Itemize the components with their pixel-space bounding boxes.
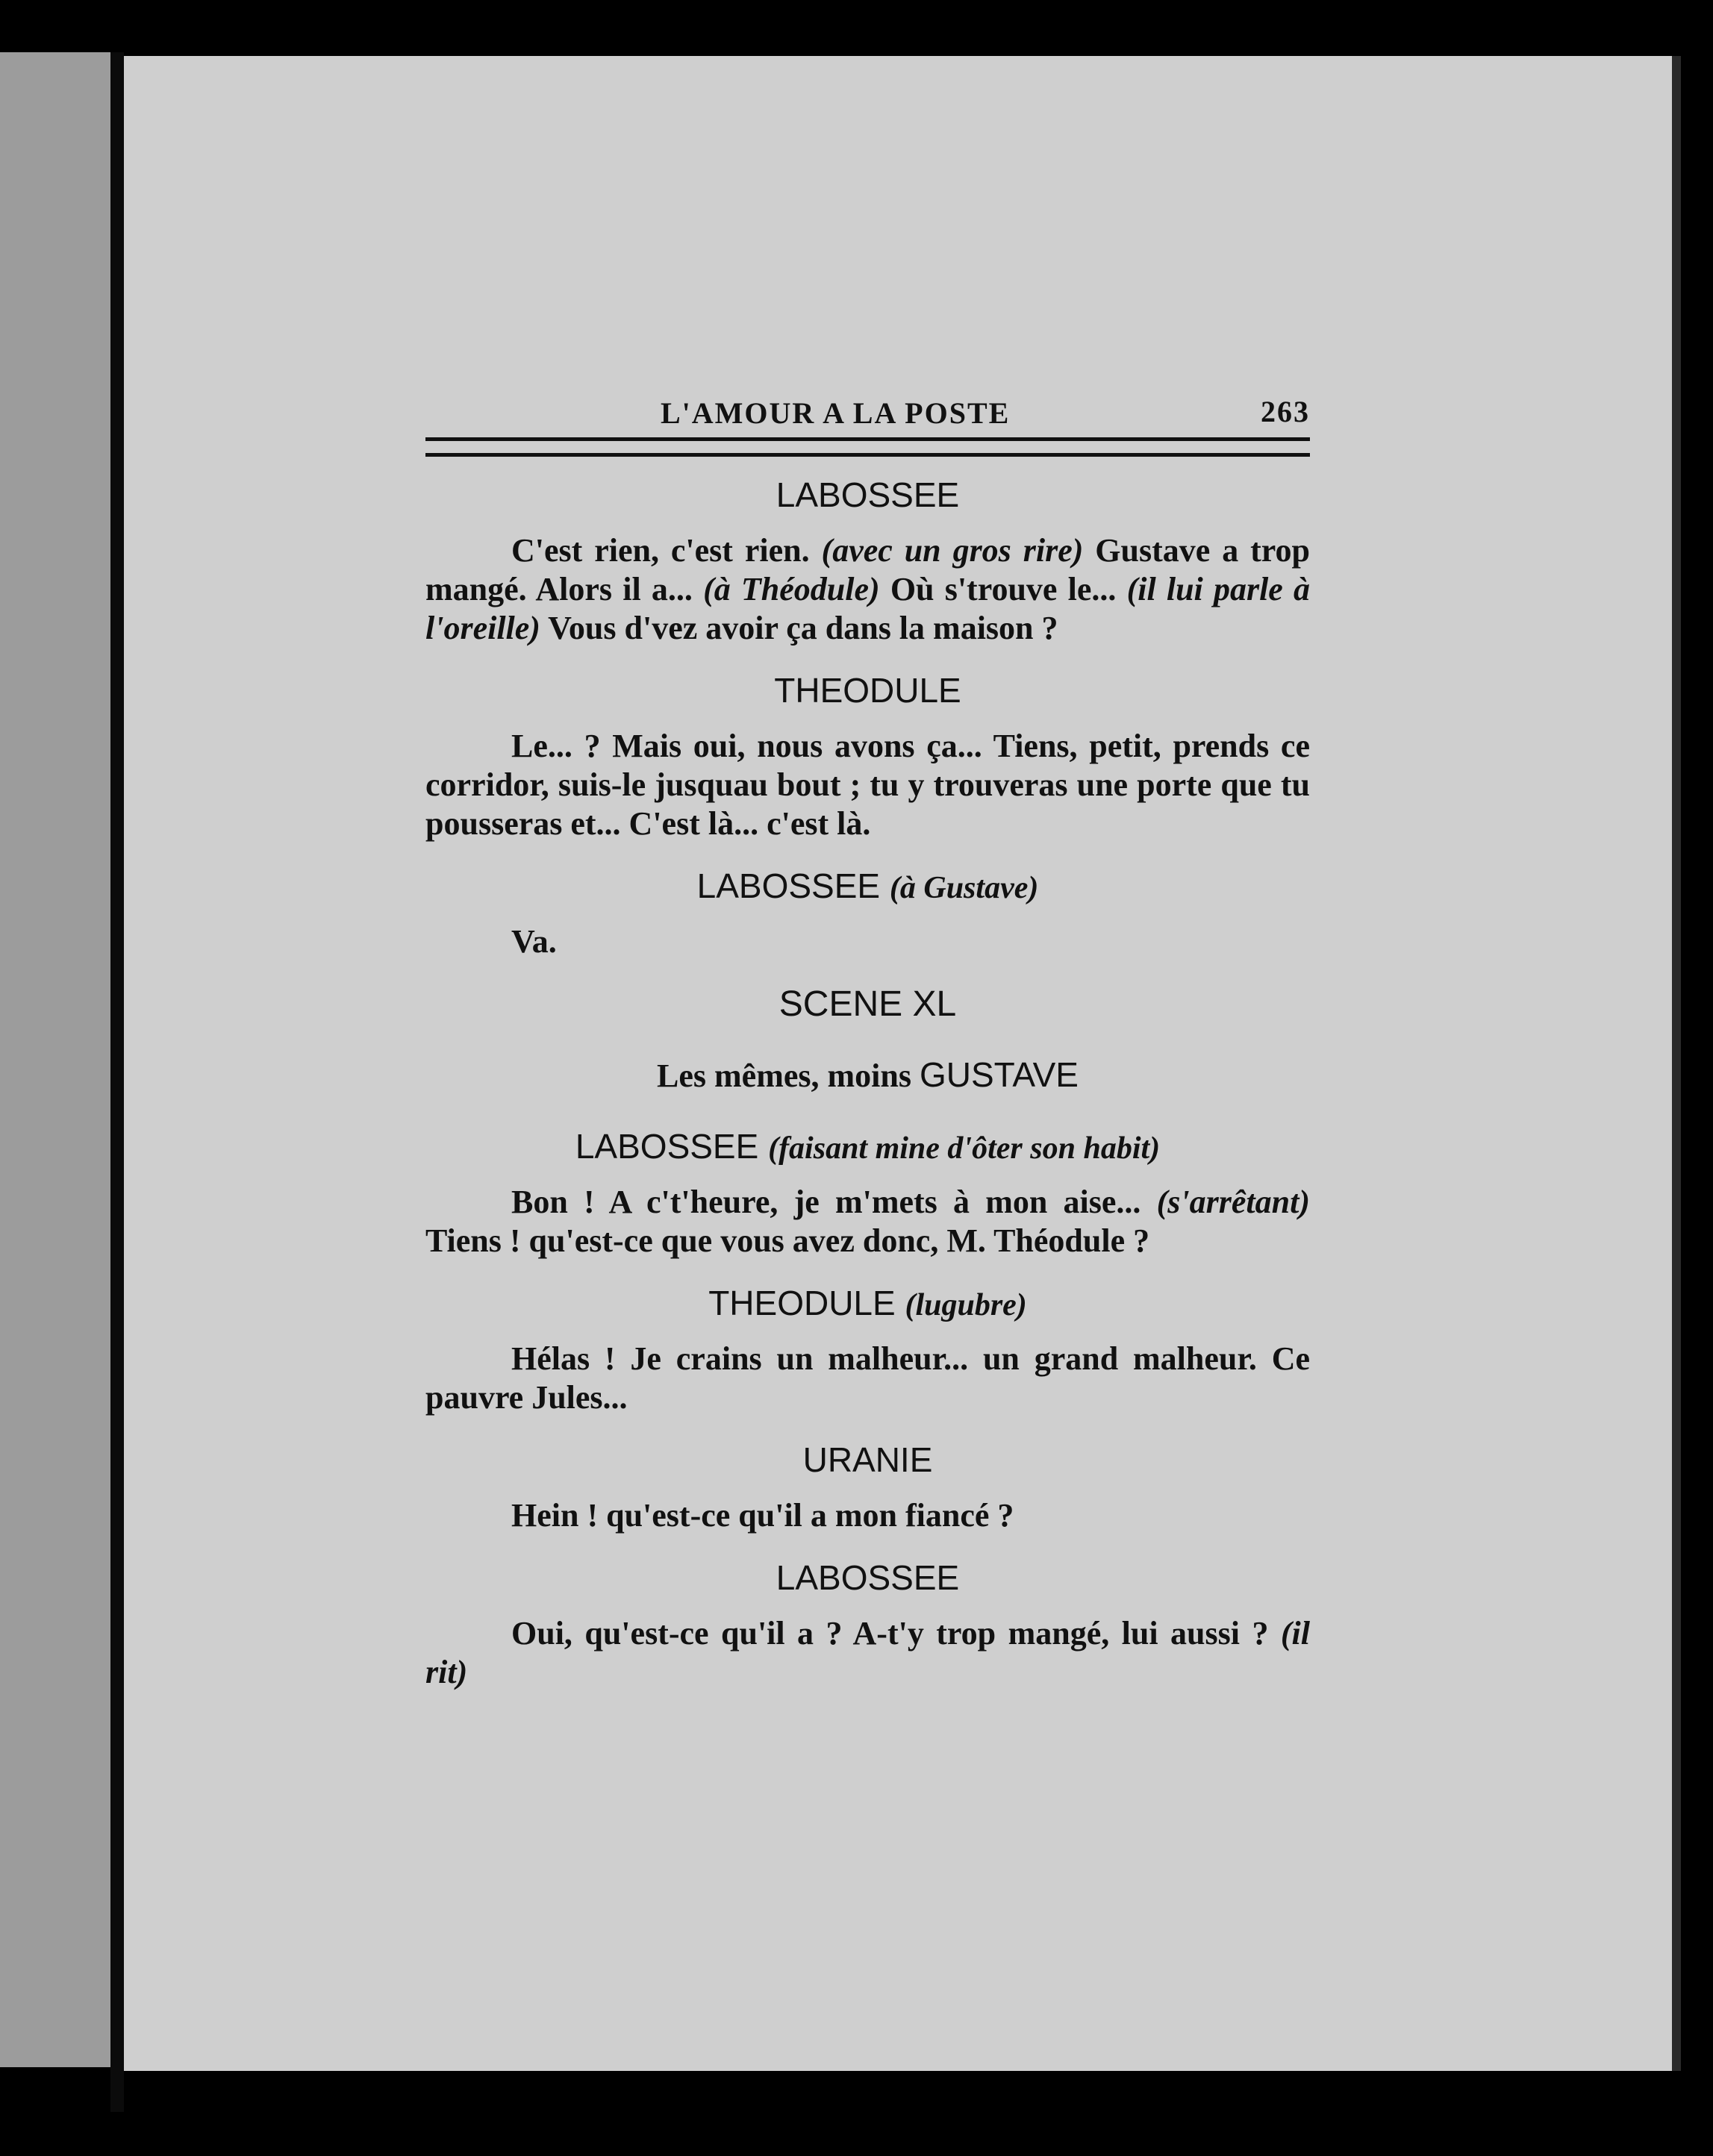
speaker-name: [425, 1440, 1310, 1480]
speech-paragraph: [425, 922, 1310, 961]
speaker-name: [425, 1283, 1310, 1323]
speaker-name: [425, 1126, 1310, 1166]
speech-paragraph: [425, 1183, 1310, 1260]
running-title: L'AMOUR A LA POSTE: [661, 396, 1011, 430]
stage-direction: (lugubre): [905, 1288, 1027, 1322]
page-right-edge: [1672, 56, 1681, 2071]
speaker-label: THEODULE: [708, 1284, 896, 1322]
speaker-name: [425, 866, 1310, 906]
stage-direction: (il rit): [425, 1615, 1310, 1690]
stage-direction: (à Théodule): [703, 571, 880, 607]
dialogue-text: Hélas ! Je crains un malheur... un grand malheur. Ce pauvre Jules...: [425, 1340, 1310, 1416]
page-content: [425, 388, 1310, 1692]
dialogue-text: Vous d'vez avoir ça dans la maison ?: [540, 610, 1058, 646]
speech-paragraph: [425, 1614, 1310, 1692]
dialogue-text: Gustave a trop mangé. Alors il a...: [425, 532, 1310, 607]
speaker-name: [425, 670, 1310, 710]
page-number: 263: [1261, 395, 1310, 428]
stage-direction: (s'arrêtant): [1156, 1184, 1310, 1220]
dialogue-text: Où s'trouve le...: [879, 571, 1127, 607]
speaker-label: LABOSSEE: [575, 1127, 759, 1166]
dialogue-text: Le... ? Mais oui, nous avons ça... Tiens, petit, prends ce corridor, suis-le jusquau bout ; tu y trouveras une porte que tu pousseras et... C'est là... c'est là.: [425, 728, 1310, 842]
dialogue-text: Bon ! A c't'heure, je m'mets à mon aise...: [511, 1184, 1157, 1220]
facing-page-edge: [0, 52, 112, 2067]
script-body: [425, 475, 1310, 1692]
stage-direction: (faisant mine d'ôter son habit): [768, 1131, 1161, 1166]
scene-heading: SCENE XL: [779, 984, 957, 1024]
stage-direction: (avec un gros rire): [821, 532, 1084, 569]
dialogue-text: C'est rien, c'est rien.: [511, 532, 822, 569]
speaker-name: [425, 475, 1310, 515]
speech-paragraph: [425, 1496, 1310, 1535]
speaker-label: LABOSSEE: [696, 866, 881, 905]
header-rule: [425, 437, 1310, 457]
stage-direction: (à Gustave): [889, 871, 1039, 905]
gutter-shadow: [110, 52, 124, 2112]
cast-lead: Les mêmes, moins: [657, 1057, 920, 1094]
cast-line: [425, 1054, 1310, 1095]
speaker-name: [425, 1557, 1310, 1598]
speech-paragraph: [425, 1340, 1310, 1417]
dialogue-text: Tiens ! qu'est-ce que vous avez donc, M. Théodule ?: [425, 1222, 1150, 1259]
speaker-label: THEODULE: [774, 671, 961, 710]
speech-paragraph: [425, 727, 1310, 843]
speaker-label: LABOSSEE: [776, 1558, 960, 1597]
speech-paragraph: [425, 531, 1310, 648]
dialogue-text: Hein ! qu'est-ce qu'il a mon fiancé ?: [511, 1497, 1014, 1534]
dialogue-text: Oui, qu'est-ce qu'il a ? A-t'y trop mangé, lui aussi ?: [511, 1615, 1281, 1652]
cast-name: GUSTAVE: [919, 1055, 1079, 1094]
speaker-label: URANIE: [802, 1440, 933, 1479]
speaker-label: LABOSSEE: [776, 475, 960, 514]
running-head: [425, 388, 1310, 433]
dialogue-text: Va.: [511, 923, 557, 960]
stage-direction: (il lui parle à l'oreille): [425, 571, 1311, 646]
